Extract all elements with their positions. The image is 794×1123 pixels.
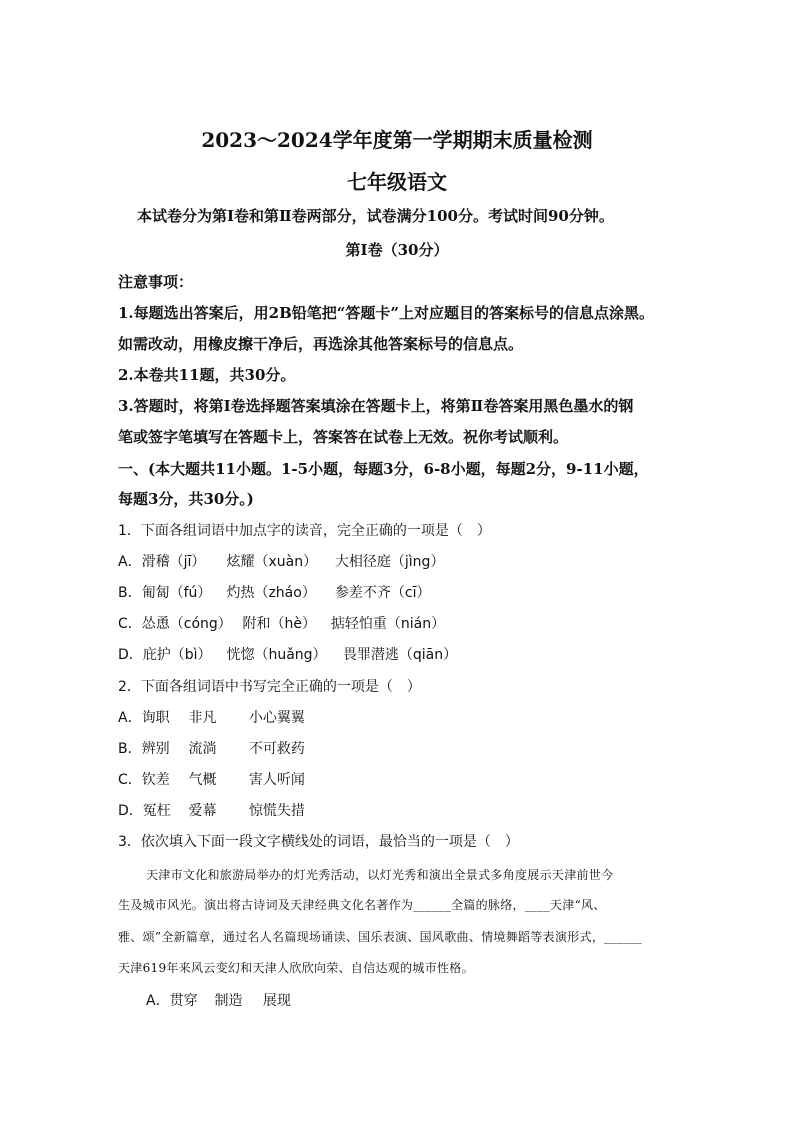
option-item: 畏罪潜逃（qiān） bbox=[342, 647, 458, 663]
option-item: A．贯穿 bbox=[146, 993, 198, 1009]
passage-line: 雅、颂”全新篇章，通过名人名篇现场诵读、国乐表演、国风歌曲、情境舞蹈等表演形式，______ bbox=[118, 930, 642, 944]
option-item: 制造 bbox=[214, 993, 243, 1009]
note-line: 笔或签字笔填写在答题卡上，答案答在试卷上无效。祝你考试顺利。 bbox=[118, 428, 569, 446]
option-item: C．怂恿（cóng） bbox=[118, 616, 232, 632]
option-item: 展现 bbox=[262, 993, 291, 1009]
option-item: A．滑稽（jī） bbox=[118, 554, 206, 570]
passage-line: 天津市文化和旅游局举办的灯光秀活动，以灯光秀和演出全景式多角度展示天津前世今 bbox=[146, 868, 614, 882]
option-row bbox=[118, 707, 305, 727]
notes-heading: 注意事项： bbox=[118, 273, 194, 291]
option-row bbox=[118, 644, 457, 664]
option-row bbox=[118, 582, 431, 602]
note-line: 如需改动，用橡皮擦干净后，再选涂其他答案标号的信息点。 bbox=[118, 335, 524, 353]
option-row bbox=[118, 551, 444, 571]
option-item: C．钦差 bbox=[118, 772, 170, 788]
option-item: 爱幕 bbox=[188, 803, 217, 819]
part-title: 第Ⅰ卷（30分） bbox=[345, 241, 449, 259]
option-row bbox=[118, 613, 445, 633]
option-item: D．冤枉 bbox=[118, 803, 171, 819]
note-line: 3.答题时，将第Ⅰ卷选择题答案填涂在答题卡上，将第Ⅱ卷答案用黑色墨水的钢 bbox=[118, 397, 634, 415]
option-item: B．辨别 bbox=[118, 741, 170, 757]
option-item: 惊慌失措 bbox=[248, 803, 305, 819]
passage-line: 生及城市风光。演出将古诗词及天津经典文化名著作为______全篇的脉络，____天津“风、 bbox=[118, 898, 606, 912]
option-item: D．庇护（bì） bbox=[118, 647, 212, 663]
option-item: B．匍匐（fú） bbox=[118, 585, 212, 601]
option-item: 气概 bbox=[188, 772, 217, 788]
option-item: 流淌 bbox=[188, 741, 217, 757]
note-line: 2.本卷共11题，共30分。 bbox=[118, 366, 296, 384]
option-item: 非凡 bbox=[188, 710, 217, 726]
option-item: 参差不齐（cī） bbox=[334, 585, 431, 601]
exam-subject: 七年级语文 bbox=[347, 170, 447, 194]
option-item: 恍惚（huǎng） bbox=[226, 647, 327, 663]
option-item: A．询职 bbox=[118, 710, 170, 726]
option-row bbox=[118, 738, 305, 758]
option-row bbox=[118, 769, 305, 789]
option-item: 炫耀（xuàn） bbox=[226, 554, 318, 570]
option-item: 掂轻怕重（nián） bbox=[330, 616, 446, 632]
option-item: 灼热（zháo） bbox=[226, 585, 316, 601]
option-item: 不可救药 bbox=[248, 741, 305, 757]
option-item: 害人听闻 bbox=[248, 772, 305, 788]
option-item: 大相径庭（jìng） bbox=[334, 554, 445, 570]
option-row bbox=[118, 800, 305, 820]
exam-title: 2023～2024学年度第一学期期末质量检测 bbox=[201, 128, 593, 152]
note-line: 1.每题选出答案后，用2B铅笔把“答题卡”上对应题目的答案标号的信息点涂黑。 bbox=[118, 304, 655, 322]
section-heading: 一、(本大题共11小题。1-5小题，每题3分，6-8小题，每题2分，9-11小题， bbox=[118, 460, 649, 478]
option-item: 附和（hè） bbox=[242, 616, 316, 632]
option-row bbox=[146, 990, 291, 1010]
exam-intro: 本试卷分为第Ⅰ卷和第Ⅱ卷两部分，试卷满分100分。考试时间90分钟。 bbox=[137, 207, 614, 225]
section-heading-cont: 每题3分，共30分。) bbox=[118, 490, 254, 508]
option-item: 小心翼翼 bbox=[248, 710, 305, 726]
question-stem: 1．下面各组词语中加点字的读音，完全正确的一项是（ ） bbox=[118, 523, 491, 539]
question-stem: 3．依次填入下面一段文字横线处的词语，最恰当的一项是（ ） bbox=[118, 834, 519, 850]
passage-line: 天津619年来风云变幻和天津人欣欣向荣、自信达观的城市性格。 bbox=[118, 961, 474, 975]
question-stem: 2．下面各组词语中书写完全正确的一项是（ ） bbox=[118, 679, 421, 695]
